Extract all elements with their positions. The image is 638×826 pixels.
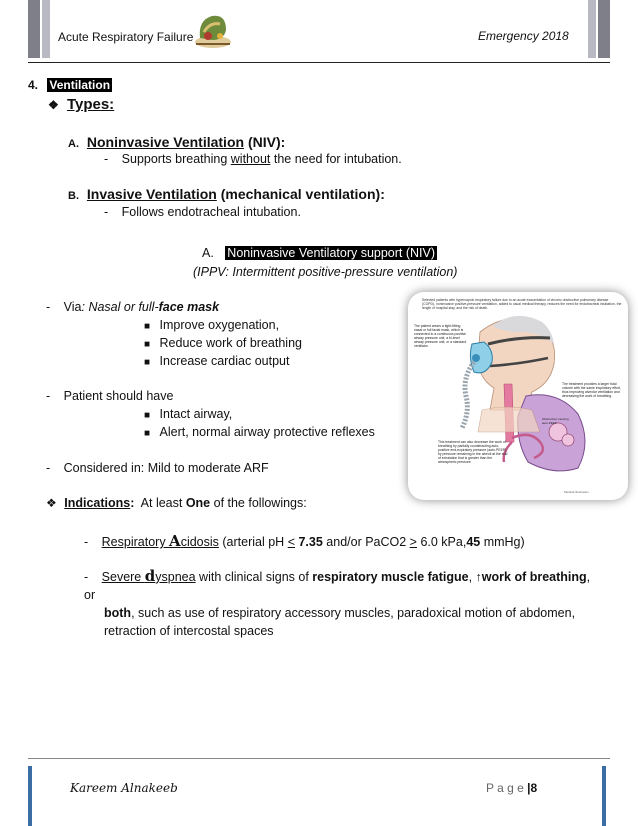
square-bullet-icon: ■ xyxy=(144,410,151,421)
indications-line xyxy=(46,496,307,510)
type-b-heading xyxy=(68,186,385,202)
patient-bullet-text: Intact airway, xyxy=(159,407,233,421)
considered-line xyxy=(46,461,269,475)
footer-page xyxy=(486,781,537,795)
patient-bullet-text: Alert, normal airway protective reflexes xyxy=(159,425,375,439)
type-b-suffix: (mechanical ventilation): xyxy=(220,186,385,202)
header-logo xyxy=(190,8,236,52)
ind2-arrow: ↑ xyxy=(475,570,482,584)
type-a-name: Noninvasive Ventilation xyxy=(86,134,245,150)
header-rule xyxy=(28,62,610,63)
via-prefix: Via xyxy=(63,300,82,314)
footer-page-label: P a g e xyxy=(486,781,524,795)
ind2-t5: retraction of intercostal spaces xyxy=(104,624,274,638)
indication-item-1 xyxy=(84,532,525,550)
ind2-u2: yspnea xyxy=(155,570,196,584)
ind2-t2: , xyxy=(468,570,476,584)
ind2-b3: both xyxy=(104,606,132,620)
ind2-t3: , or xyxy=(84,570,591,602)
fig-credit: Medical Illustration xyxy=(564,490,589,494)
indications-pre: At least xyxy=(134,496,186,510)
ind2-cont xyxy=(104,604,604,622)
dash-bullet: - xyxy=(84,570,89,584)
footer-rule xyxy=(28,758,610,759)
via-bullet-text: Improve oxygenation, xyxy=(159,318,280,332)
footer-page-sep: | xyxy=(527,781,531,795)
square-bullet-icon: ■ xyxy=(144,428,151,439)
dash-bullet: - xyxy=(104,152,109,166)
ind1-u1: Respiratory xyxy=(101,535,170,549)
patient-text: Patient should have xyxy=(63,389,174,403)
section-title: Ventilation xyxy=(49,78,111,92)
niv-title: Noninvasive Ventilatory support (NIV) xyxy=(227,246,436,260)
diamond-bullet-icon: ❖ xyxy=(48,98,59,112)
ind1-gt: > xyxy=(409,535,417,549)
ind1-u2: cidosis xyxy=(180,535,219,549)
footer-author: Kareem Alnakeeb xyxy=(70,781,178,795)
ind2-t1: with clinical signs of xyxy=(195,570,313,584)
via-bullet-text: Increase cardiac output xyxy=(159,354,290,368)
dash-bullet: - xyxy=(46,461,51,475)
ind1-b1: 7.35 xyxy=(295,535,323,549)
via-bullet-3 xyxy=(144,354,289,368)
ind2-big: d xyxy=(144,567,156,585)
dash-bullet: - xyxy=(46,300,51,314)
via-line xyxy=(46,300,219,314)
patient-bullet-2 xyxy=(144,425,375,439)
type-a-desc-post: the need for intubation. xyxy=(270,152,402,166)
fig-label-right: The treatment provides a larger tidal volume with the same inspiratory effort, thus improving alveolar ventilation and decreasing the work of breathing. xyxy=(562,382,621,398)
header-bar-right-inner xyxy=(588,0,596,58)
square-bullet-icon: ■ xyxy=(144,339,151,350)
indication-item-2 xyxy=(84,567,604,640)
niv-subheading xyxy=(202,246,437,260)
type-a-desc-pre: Supports breathing xyxy=(121,152,231,166)
footer-page-number: 8 xyxy=(530,781,538,795)
fig-label-left: The patient wears a tight-fitting nasal or full facial mask, which is connected to a continuous positive airway pressure unit, a bi-level airway pressure unit, or a standard ventilator. xyxy=(414,324,467,348)
type-a-letter: A. xyxy=(68,138,79,150)
square-bullet-icon: ■ xyxy=(144,357,151,368)
square-bullet-icon: ■ xyxy=(144,321,151,332)
dash-bullet: - xyxy=(84,535,89,549)
ind2-t4: , such as use of respiratory accessory muscles, paradoxical motion of abdomen, xyxy=(131,606,576,620)
type-b-desc-text: Follows endotracheal intubation. xyxy=(121,205,301,219)
via-bullet-1 xyxy=(144,318,279,332)
types-heading xyxy=(48,96,114,113)
fig-label-alveoli: Obstruction causing auto-PEEP xyxy=(542,417,569,425)
considered-text: Considered in: Mild to moderate ARF xyxy=(63,461,269,475)
ind1-t4: mmHg) xyxy=(480,535,525,549)
type-b-name: Invasive Ventilation xyxy=(86,186,217,202)
patient-line xyxy=(46,389,173,403)
indications-colon: : xyxy=(130,496,135,510)
ind1-t1: (arterial pH xyxy=(218,535,288,549)
fig-caption-top: Selected patients with hypercapnic respiratory failure due to an acute exacerbation of chronic obstructive pulmonary disease (COPD), noninvasive positive-pressure ventilation, added to usual medical therapy, reduces the need for endotracheal intubation, the length of hospital stay, and the risk of death. xyxy=(422,298,622,310)
header-bar-left-inner xyxy=(42,0,50,58)
diamond-bullet-icon: ❖ xyxy=(46,496,57,510)
type-a-desc xyxy=(104,152,402,166)
via-bold: face mask xyxy=(158,300,220,314)
indications-label: Indications xyxy=(64,496,131,510)
niv-letter: A. xyxy=(202,246,214,260)
types-label: Types: xyxy=(66,96,115,113)
ind1-t2: and/or PaCO2 xyxy=(322,535,410,549)
patient-bullet-1 xyxy=(144,407,232,421)
header-right-title: Emergency 2018 xyxy=(478,29,569,43)
indications-post: of the followings: xyxy=(210,496,307,510)
via-text: : Nasal or full- xyxy=(81,300,159,314)
via-bullet-2 xyxy=(144,336,302,350)
type-a-suffix: (NIV): xyxy=(247,134,286,150)
ind2-b2: work of breathing xyxy=(481,570,587,584)
dash-bullet: - xyxy=(46,389,51,403)
type-a-heading xyxy=(68,134,285,150)
niv-note: (IPPV: Intermittent positive-pressure ventilation) xyxy=(193,265,458,279)
type-b-letter: B. xyxy=(68,190,79,202)
ind2-b1: respiratory muscle fatigue xyxy=(312,570,469,584)
header-bar-left-outer xyxy=(28,0,40,58)
type-a-desc-underline: without xyxy=(230,152,271,166)
indications-bold: One xyxy=(185,496,211,510)
ind1-big: A xyxy=(169,532,181,550)
fig-label-bottom: This treatment can also decrease the work of breathing by partially counteracting auto-positive end-expiratory pressure (auto-PEEP), by pressure remaining in the alveoli at the end of exhalation that is greater than the atmospheric pressure. xyxy=(438,440,508,464)
footer-bar-right xyxy=(602,766,606,826)
header-bar-right-outer xyxy=(598,0,610,58)
type-b-desc xyxy=(104,205,301,219)
dash-bullet: - xyxy=(104,205,109,219)
ind2-u1: Severe xyxy=(101,570,145,584)
footer-bar-left xyxy=(28,766,32,826)
section-heading xyxy=(28,78,112,92)
via-bullet-text: Reduce work of breathing xyxy=(159,336,302,350)
header-left-title: Acute Respiratory Failure xyxy=(58,30,194,44)
section-number: 4. xyxy=(28,78,39,92)
ind1-b2: 45 xyxy=(466,535,481,549)
niv-illustration xyxy=(408,292,628,500)
ind1-t3: 6.0 kPa, xyxy=(416,535,467,549)
ind1-lt: < xyxy=(287,535,295,549)
